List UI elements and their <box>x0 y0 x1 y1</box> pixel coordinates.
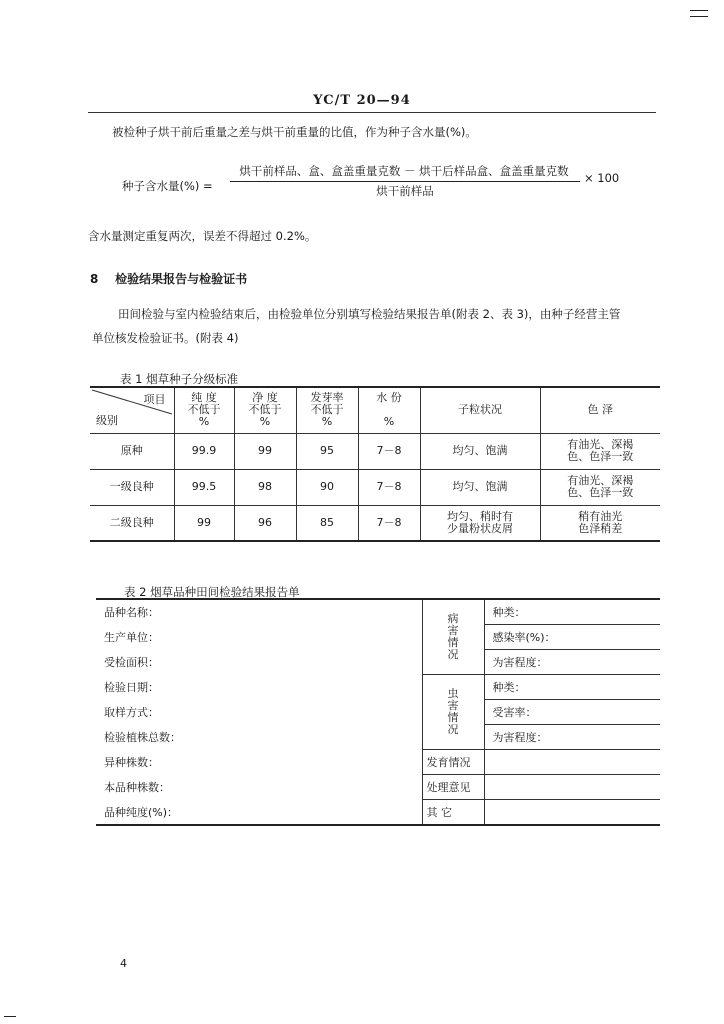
formula-numerator: 烘干前样品、盒、盒盖重量克数 － 烘干后样品盒、盒盖重量克数 <box>239 164 569 178</box>
growth-status-value <box>484 750 660 775</box>
purity-cell: 99.5 <box>174 469 234 505</box>
color-cell: 有油光、深褐 色、色泽一致 <box>540 469 660 505</box>
table-row <box>90 469 660 505</box>
header-cleanliness: 净 度 不低于 % <box>234 387 296 433</box>
other-label: 其 它 <box>422 800 484 826</box>
seed-grading-table <box>90 386 660 542</box>
pest-type-field: 种类： <box>484 675 660 700</box>
table1-caption: 表 1 烟草种子分级标准 <box>120 372 239 386</box>
header-moisture: 水 份 % <box>358 387 420 433</box>
page-number: 4 <box>120 957 127 970</box>
table-row <box>90 505 660 541</box>
growth-status-label: 发育情况 <box>422 750 484 775</box>
field-variety-name: 品种名称： <box>96 599 422 625</box>
purity-cell: 99 <box>174 505 234 541</box>
disease-severity-field: 为害程度： <box>484 650 660 675</box>
other-value <box>484 800 660 826</box>
scan-mark <box>4 1016 16 1017</box>
handling-opinion-value <box>484 775 660 800</box>
section-8-heading <box>90 270 247 287</box>
header-color: 色 泽 <box>540 387 660 433</box>
corner-header-cell <box>90 387 174 433</box>
field-total-plants: 检验植株总数： <box>96 725 422 750</box>
scan-mark <box>690 10 708 11</box>
grain-cell: 均匀、饱满 <box>420 469 540 505</box>
germination-cell: 95 <box>296 433 358 469</box>
field-off-type-plants: 异种株数： <box>96 750 422 775</box>
field-inspection-date: 检验日期： <box>96 675 422 700</box>
header-germination: 发芽率 不低于 % <box>296 387 358 433</box>
grade-cell: 二级良种 <box>90 505 174 541</box>
pest-damage-rate-field: 受害率： <box>484 700 660 725</box>
document-code: YC/T 20—94 <box>313 93 411 108</box>
paragraph-report: 田间检验与室内检验结束后，由检验单位分别填写检验结果报告单(附表 2、表 3)，由种子经营主管 <box>118 307 621 321</box>
cleanliness-cell: 99 <box>234 433 296 469</box>
grain-cell: 均匀、饱满 <box>420 433 540 469</box>
color-cell: 稍有油光 色泽稍差 <box>540 505 660 541</box>
scan-mark <box>690 16 708 17</box>
germination-cell: 90 <box>296 469 358 505</box>
cleanliness-cell: 96 <box>234 505 296 541</box>
grade-cell: 一级良种 <box>90 469 174 505</box>
section-number: 8 <box>90 272 99 286</box>
formula-lhs: 种子含水量(%) = <box>122 179 213 193</box>
field-variety-purity: 品种纯度(%)： <box>96 800 422 826</box>
formula-denominator: 烘干前样品 <box>376 184 434 198</box>
paragraph-report-cont: 单位核发检验证书。(附表 4) <box>92 331 239 345</box>
disease-infection-rate-field: 感染率(%)： <box>484 625 660 650</box>
table-row <box>90 433 660 469</box>
purity-cell: 99.9 <box>174 433 234 469</box>
paragraph-moisture-definition: 被检种子烘干前后重量之差与烘干前重量的比值，作为种子含水量(%)。 <box>112 125 477 139</box>
section-title: 检验结果报告与检验证书 <box>115 272 248 286</box>
grade-cell: 原种 <box>90 433 174 469</box>
pest-severity-field: 为害程度： <box>484 725 660 750</box>
field-variety-plants: 本品种株数： <box>96 775 422 800</box>
header-rule <box>88 112 656 113</box>
pest-label: 虫 害 情 况 <box>422 675 484 750</box>
moisture-cell: 7－8 <box>358 505 420 541</box>
fraction-bar <box>230 181 580 182</box>
paragraph-repeat-test: 含水量测定重复两次，误差不得超过 0.2%。 <box>88 229 317 243</box>
handling-opinion-label: 处理意见 <box>422 775 484 800</box>
color-cell: 有油光、深褐 色、色泽一致 <box>540 433 660 469</box>
germination-cell: 85 <box>296 505 358 541</box>
disease-type-field: 种类： <box>484 599 660 625</box>
field-inspection-report-table <box>96 598 660 826</box>
moisture-cell: 7－8 <box>358 433 420 469</box>
header-purity: 纯 度 不低于 % <box>174 387 234 433</box>
field-inspected-area: 受检面积： <box>96 650 422 675</box>
cleanliness-cell: 98 <box>234 469 296 505</box>
table2-caption: 表 2 烟草品种田间检验结果报告单 <box>124 585 300 599</box>
corner-level-label: 级别 <box>96 413 118 427</box>
field-producer: 生产单位： <box>96 625 422 650</box>
disease-label: 病 害 情 况 <box>422 599 484 675</box>
corner-item-label: 项目 <box>143 393 166 406</box>
field-sampling-method: 取样方式： <box>96 700 422 725</box>
grain-cell: 均匀、稍时有 少量粉状皮屑 <box>420 505 540 541</box>
formula-multiplier: × 100 <box>584 171 620 185</box>
moisture-cell: 7－8 <box>358 469 420 505</box>
header-grain: 子粒状况 <box>420 387 540 433</box>
